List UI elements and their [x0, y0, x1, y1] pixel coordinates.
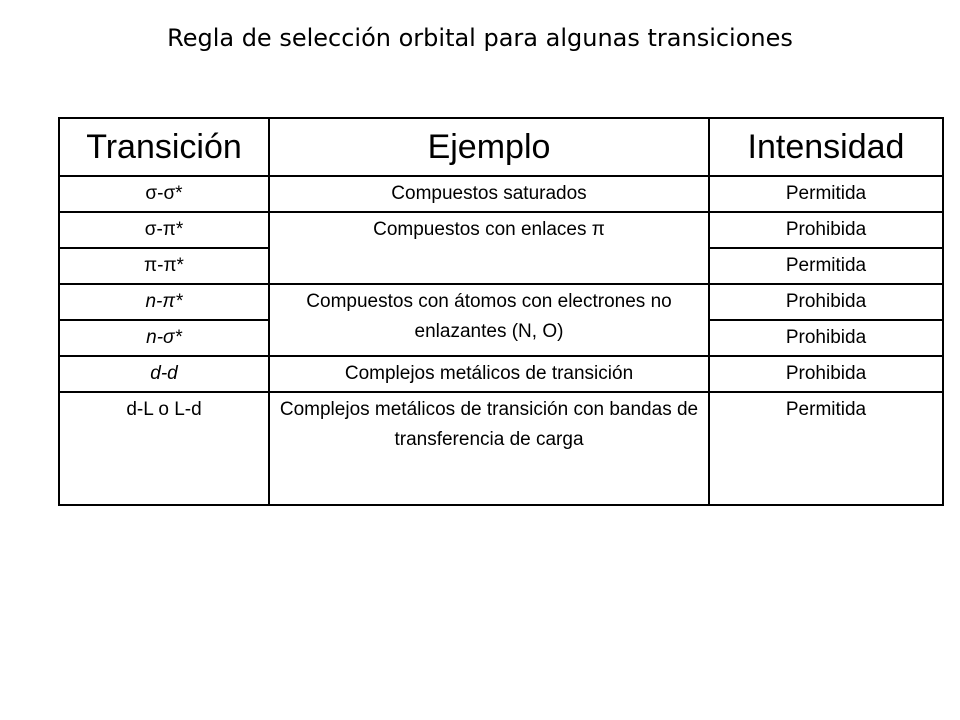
transition-cell: n-σ*	[59, 320, 269, 356]
page-title: Regla de selección orbital para algunas transiciones	[167, 24, 793, 52]
transition-cell: σ-π*	[59, 212, 269, 248]
intensity-cell: Prohibida	[709, 212, 943, 248]
table-row	[59, 212, 943, 248]
intensity-cell: Prohibida	[709, 284, 943, 320]
intensity-cell: Prohibida	[709, 320, 943, 356]
example-cell: Compuestos con enlaces π	[269, 212, 709, 284]
intensity-cell: Permitida	[709, 176, 943, 212]
table-row	[59, 356, 943, 392]
intensity-cell: Permitida	[709, 248, 943, 284]
transition-cell: σ-σ*	[59, 176, 269, 212]
example-cell: Compuestos saturados	[269, 176, 709, 212]
table-row	[59, 284, 943, 320]
column-header-example: Ejemplo	[269, 118, 709, 176]
table-row	[59, 176, 943, 212]
column-header-intensity: Intensidad	[709, 118, 943, 176]
transition-cell: n-π*	[59, 284, 269, 320]
example-cell: Complejos metálicos de transición	[269, 356, 709, 392]
table-header-row	[59, 118, 943, 176]
intensity-cell: Permitida	[709, 392, 943, 505]
transition-cell: d-L o L-d	[59, 392, 269, 505]
intensity-cell: Prohibida	[709, 356, 943, 392]
example-cell: Complejos metálicos de transición con bandas de transferencia de carga	[269, 392, 709, 505]
table-row	[59, 392, 943, 505]
example-cell: Compuestos con átomos con electrones no enlazantes (N, O)	[269, 284, 709, 356]
transition-cell: d-d	[59, 356, 269, 392]
transitions-table	[58, 117, 944, 506]
transition-cell: π-π*	[59, 248, 269, 284]
column-header-transition: Transición	[59, 118, 269, 176]
